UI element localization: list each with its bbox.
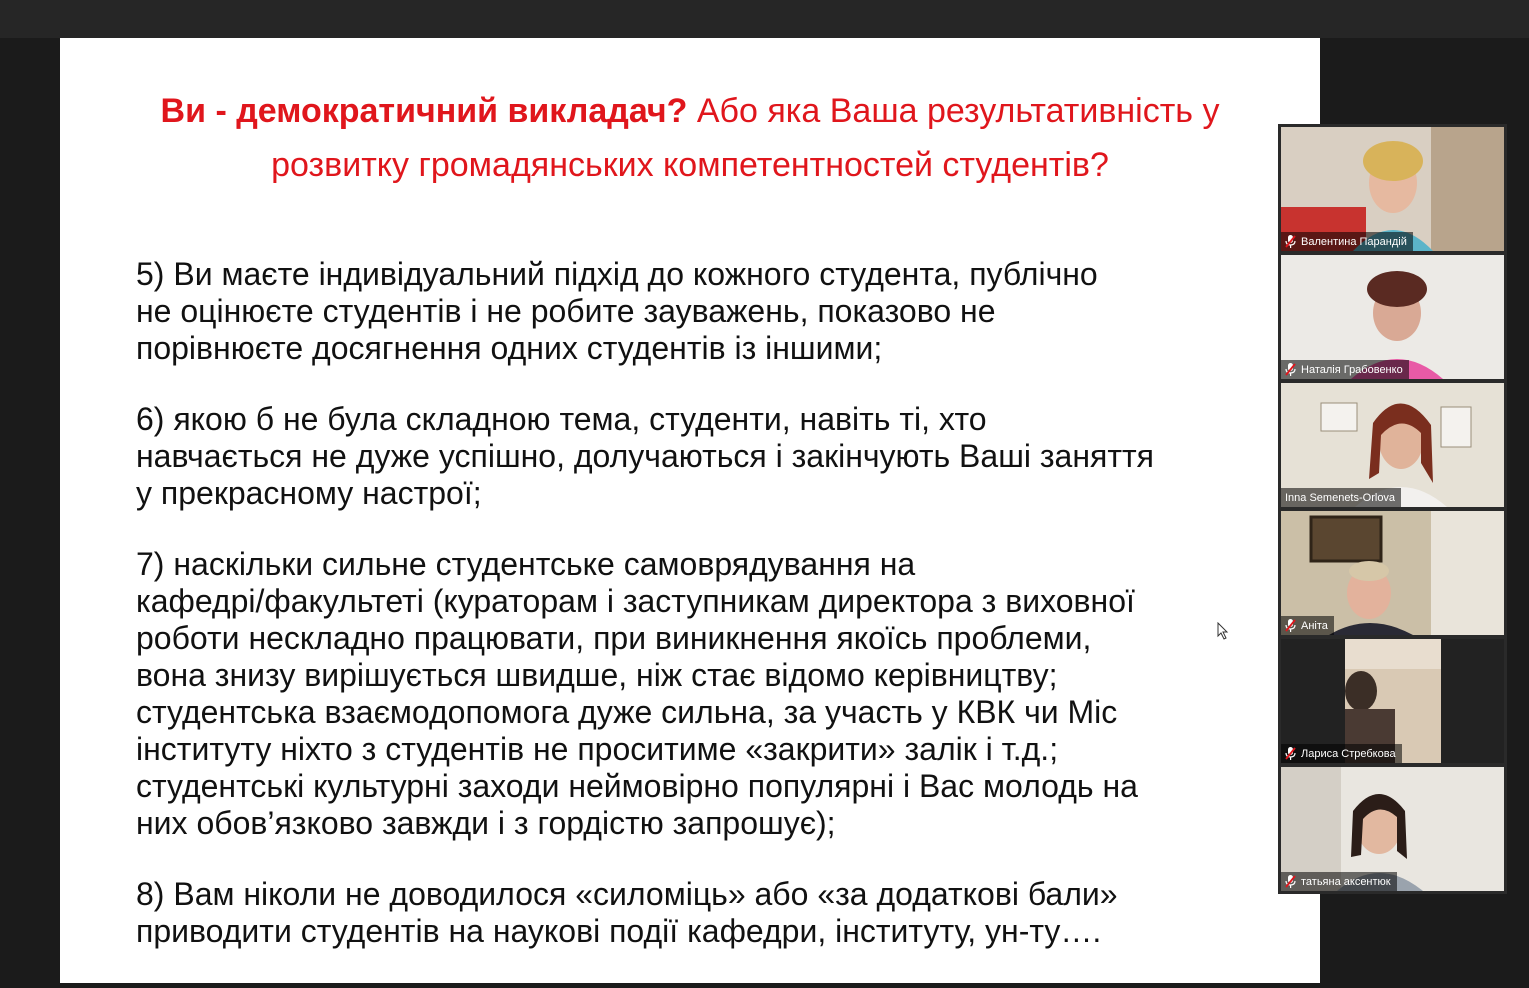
slide-body [136,256,1266,983]
participant-name-bar [1281,360,1409,379]
point-7 [136,546,1266,842]
participant-name: Аніта [1301,619,1328,632]
participant-tile[interactable] [1281,511,1504,635]
point-8 [136,876,1266,950]
participant-tile[interactable] [1281,127,1504,251]
mic-muted-icon [1285,875,1296,888]
point-line: 6) якою б не була складною тема, студенти, навіть ті, хто [136,401,987,437]
window-top-bar [0,0,1529,38]
point-line: них обов’язково завжди і з гордістю запрошує); [136,805,836,841]
participant-name-bar [1281,744,1402,763]
point-line: приводити студентів на наукові події кафедри, інституту, ун-ту…. [136,913,1102,949]
participant-name-bar [1281,232,1413,251]
point-line: кафедрі/факультеті (кураторам і заступникам директора з виховної [136,583,1135,619]
point-line: навчається не дуже успішно, долучаються і закінчують Ваші заняття [136,438,1154,474]
mic-muted-icon [1285,747,1296,760]
point-line: студентська взаємодопомога дуже сильна, за участь у КВК чи Міс [136,694,1118,730]
point-line: 7) наскільки сильне студентське самоврядування на [136,546,916,582]
participant-tile[interactable] [1281,639,1504,763]
participant-name: татьяна аксентюк [1301,875,1391,888]
participant-tile[interactable] [1281,255,1504,379]
point-line: 5) Ви маєте індивідуальний підхід до кожного студента, публічно [136,256,1098,292]
mouse-pointer-icon [1217,622,1229,640]
point-line: у прекрасному настрої; [136,475,482,511]
mic-muted-icon [1285,363,1296,376]
point-6 [136,401,1266,512]
participant-name-bar [1281,488,1401,507]
slide-title [100,84,1280,192]
slide-title-bold: Ви - демократичний викладач? [160,92,688,130]
point-line: студентські культурні заходи неймовірно популярні і Вас молодь на [136,768,1138,804]
point-line: роботи нескладно працювати, при виникнення якоїсь проблеми, [136,620,1092,656]
participant-name: Inna Semenets-Orlova [1285,491,1396,504]
participant-tile-active-speaker[interactable] [1281,383,1504,507]
slide-title-rest: Або яка Ваша результативність у розвитку громадянських компетентностей студентів? [271,92,1220,184]
point-5 [136,256,1266,367]
participant-name: Лариса Стребкова [1301,747,1396,760]
participant-name-bar [1281,616,1334,635]
participant-name: Валентина Парандій [1301,235,1407,248]
participant-gallery [1278,124,1507,894]
participant-name-bar [1281,872,1397,891]
point-line: інституту ніхто з студентів не проситиме «закрити» залік і т.д.; [136,731,1059,767]
point-line: порівнюєте досягнення одних студентів із іншими; [136,330,883,366]
mic-muted-icon [1285,619,1296,632]
shared-screen-slide [60,38,1320,983]
mic-muted-icon [1285,235,1296,248]
point-line: вона знизу вирішується швидше, ніж стає відомо керівництву; [136,657,1058,693]
point-line: не оцінюєте студентів і не робите зауважень, показово не [136,293,996,329]
participant-name: Наталія Грабовенко [1301,363,1403,376]
point-line: 8) Вам ніколи не доводилося «силоміць» або «за додаткові бали» [136,876,1118,912]
participant-tile[interactable] [1281,767,1504,891]
